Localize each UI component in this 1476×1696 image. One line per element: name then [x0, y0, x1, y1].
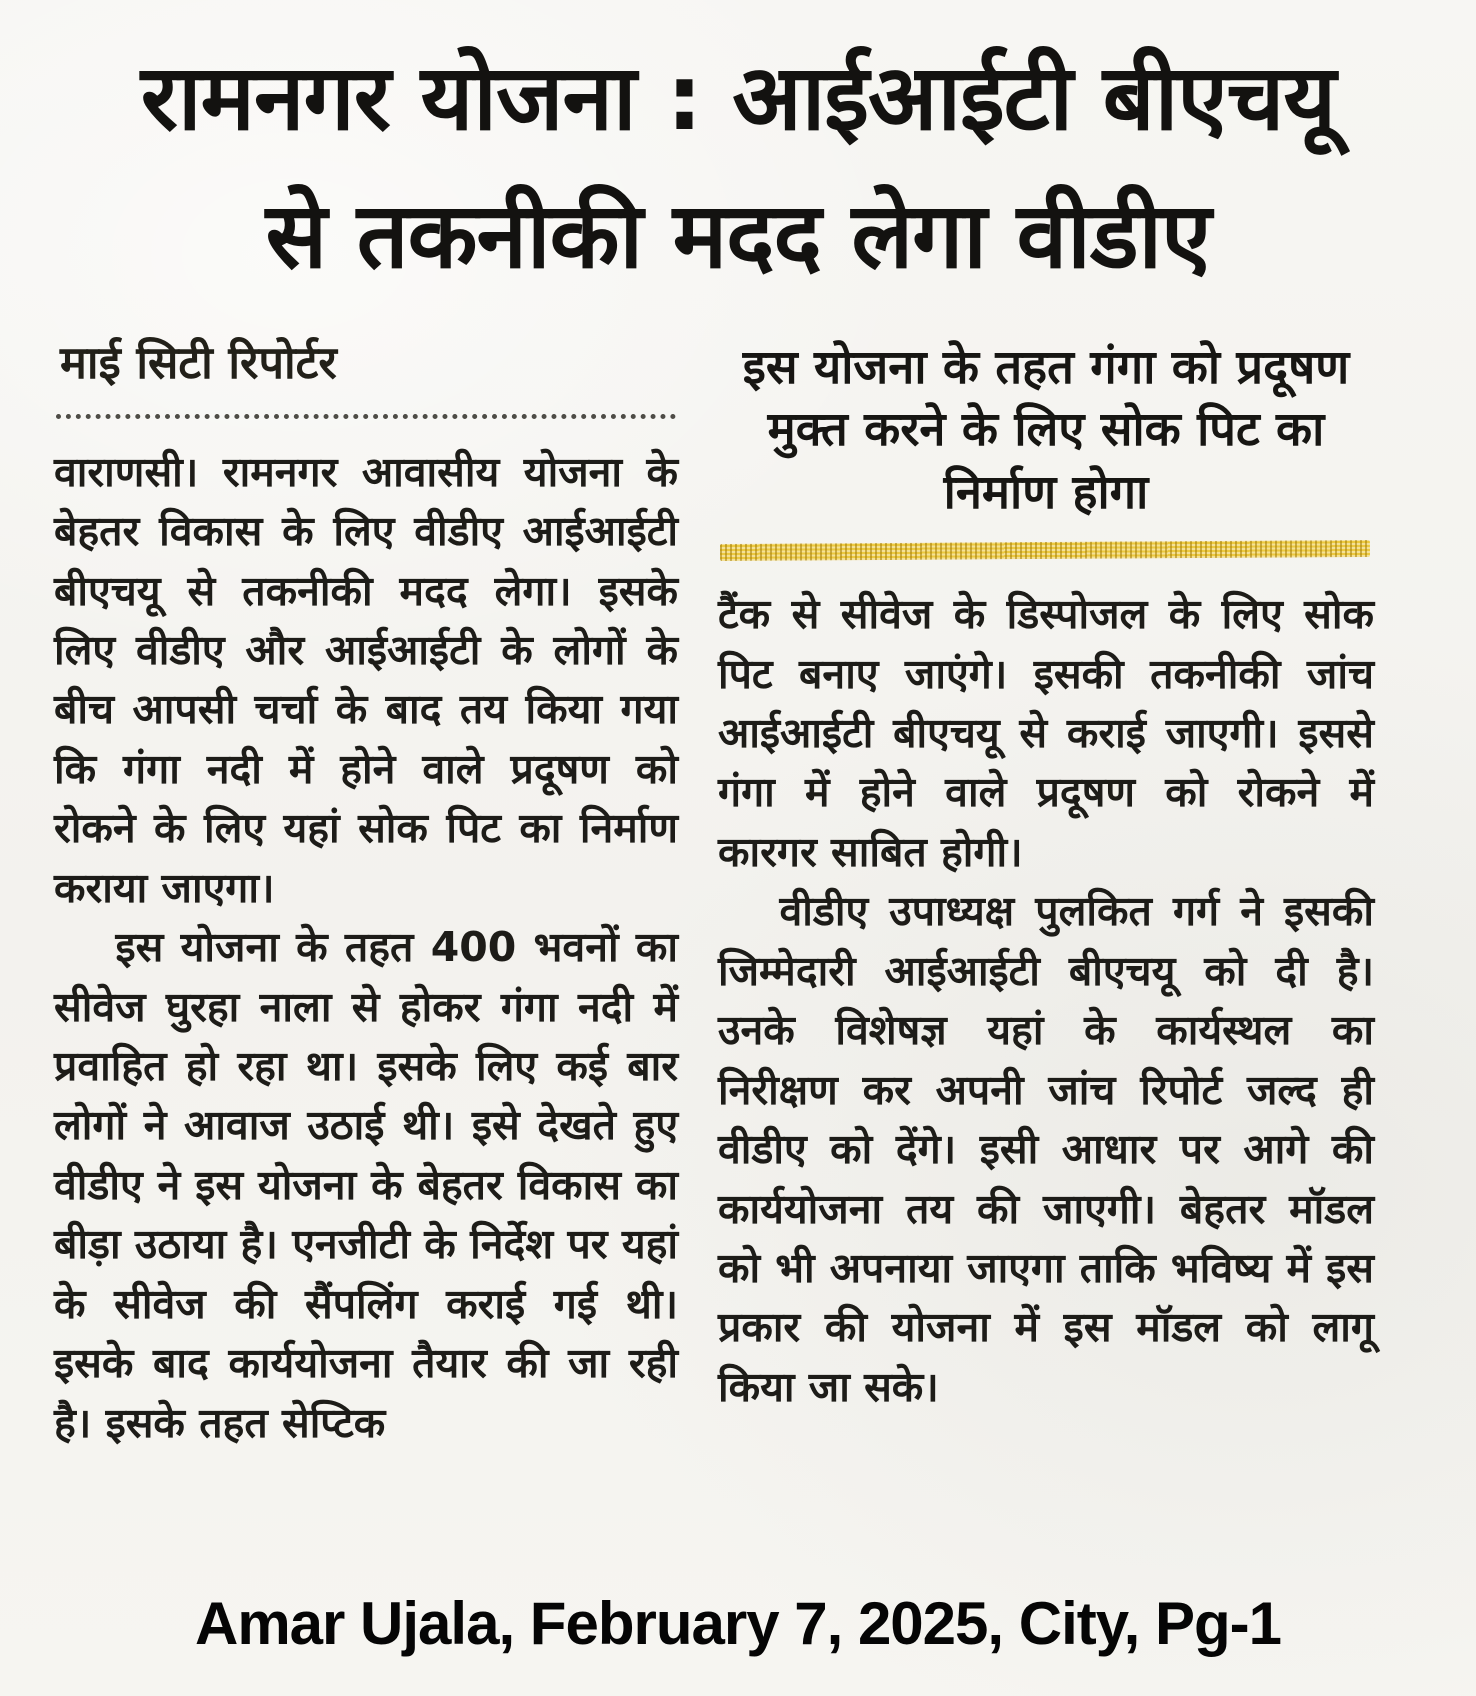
byline: माई सिटी रिपोर्टर	[60, 335, 337, 389]
article-paragraph: इस योजना के तहत 400 भवनों का सीवेज घुरहा नाला से होकर गंगा नदी में प्रवाहित हो रहा था। इसके लिए कई बार लोगों ने आवाज उठाई थी। इसे देखते हुए वीडीए ने इस योजना के बेहतर विकास का बीड़ा उठाया है। एनजीटी के निर्देश पर यहां के सीवेज की सैंपलिंग कराई गई थी। इसके बाद कार्ययोजना तैयार की जा रही है। इसके तहत सेप्टिक	[54, 923, 678, 1447]
source-caption: Amar Ujala, February 7, 2025, City, Pg-1	[194, 1590, 1282, 1657]
article-paragraph: वाराणसी। रामनगर आवासीय योजना के बेहतर विकास के लिए वीडीए आईआईटी बीएचयू से तकनीकी मदद लेगा। इसके लिए वीडीए और आईआईटी के लोगों के बीच आपसी चर्चा के बाद तय किया गया कि गंगा नदी में होने वाले प्रदूषण को रोकने के लिए यहां सोक पिट का निर्माण कराया जाएगा।	[54, 447, 678, 912]
right-column-text	[718, 585, 1374, 1417]
subheading: इस योजना के तहत गंगा को प्रदूषण मुक्त करने के लिए सोक पिट का निर्माण होगा	[742, 339, 1350, 520]
headline-line-1: रामनगर योजना : आईआईटी बीएचयू	[140, 46, 1336, 151]
article-headline	[0, 0, 1476, 307]
article-paragraph: वीडीए उपाध्यक्ष पुलकित गर्ग ने इसकी जिम्मेदारी आईआईटी बीएचयू को दी है। उनके विशेषज्ञ यहां के कार्यस्थल का निरीक्षण कर अपनी जांच रिपोर्ट जल्द ही वीडीए को देंगे। इसी आधार पर आगे की कार्ययोजना तय की जाएगी। बेहतर मॉडल को भी अपनाया जाएगा ताकि भविष्य में इस प्रकार की योजना में इस मॉडल को लागू किया जा सके।	[718, 887, 1374, 1411]
yellow-highlight-rule	[720, 540, 1370, 561]
left-column	[54, 321, 678, 1453]
left-column-text	[54, 443, 678, 1453]
byline-dotted-rule	[56, 414, 676, 419]
right-column	[718, 321, 1374, 1453]
article-body	[0, 307, 1476, 1453]
article-paragraph: टैंक से सीवेज के डिस्पोजल के लिए सोक पिट बनाए जाएंगे। इसकी तकनीकी जांच आईआईटी बीएचयू से कराई जाएगी। इससे गंगा में होने वाले प्रदूषण को रोकने में कारगर साबित होगी।	[718, 590, 1374, 876]
headline-line-2: से तकनीकी मदद लेगा वीडीए	[265, 184, 1211, 290]
